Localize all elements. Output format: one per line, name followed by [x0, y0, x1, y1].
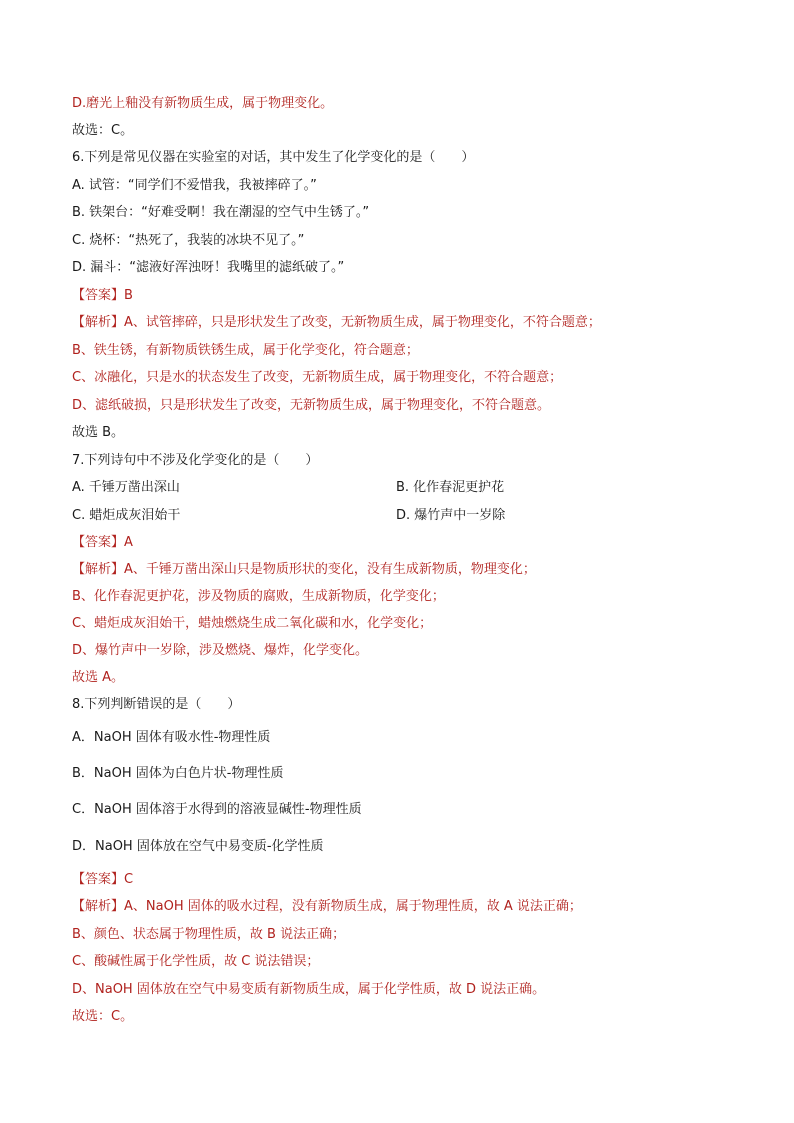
- q8-choice: 故选：C。: [72, 1009, 134, 1024]
- analysis-text: A、试管摔碎，只是形状发生了改变，无新物质生成，属于物理变化，不符合题意；: [124, 315, 601, 330]
- q8-analysis-c: C、酸碱性属于化学性质，故 C 说法错误；: [72, 954, 320, 969]
- answer-value: A: [124, 535, 133, 550]
- prev-choice: 故选：C。: [72, 123, 134, 138]
- q8-analysis-d: D、NaOH 固体放在空气中易变质有新物质生成，属于化学性质，故 D 说法正确。: [72, 982, 546, 997]
- q7-analysis-a: [72, 560, 536, 580]
- answer-tag: 【答案】: [72, 872, 125, 887]
- q8-option-d: D．NaOH 固体放在空气中易变质-化学性质: [72, 839, 324, 854]
- q6-choice: 故选 B。: [72, 425, 125, 440]
- q7-option-b: B. 化作春泥更护花: [396, 480, 505, 495]
- q8-analysis-b: B、颜色、状态属于物理性质，故 B 说法正确；: [72, 927, 346, 942]
- analysis-tag: 【解析】: [72, 315, 125, 330]
- q6-option-b: B. 铁架台：“好难受啊！我在潮湿的空气中生锈了。”: [72, 205, 370, 220]
- q7-option-a: A. 千锤万凿出深山: [72, 480, 180, 495]
- q6-analysis-b: B、铁生锈，有新物质铁锈生成，属于化学变化，符合题意；: [72, 343, 419, 358]
- q8-option-b: B．NaOH 固体为白色片状-物理性质: [72, 766, 284, 781]
- analysis-tag: 【解析】: [72, 899, 125, 914]
- q8-answer: [72, 870, 133, 890]
- q6-stem: 6.下列是常见仪器在实验室的对话，其中发生了化学变化的是（ ）: [72, 150, 475, 165]
- q7-analysis-b: B、化作春泥更护花，涉及物质的腐败，生成新物质，化学变化；: [72, 589, 445, 604]
- answer-tag: 【答案】: [72, 535, 125, 550]
- q6-analysis-c: C、冰融化，只是水的状态发生了改变，无新物质生成，属于物理变化，不符合题意；: [72, 370, 563, 385]
- prev-analysis-d: D.磨光上釉没有新物质生成，属于物理变化。: [72, 96, 334, 111]
- q7-answer: [72, 533, 133, 553]
- analysis-text: A、NaOH 固体的吸水过程，没有新物质生成，属于物理性质，故 A 说法正确；: [124, 899, 582, 914]
- q6-analysis-a: [72, 313, 601, 333]
- q6-analysis-d: D、滤纸破损，只是形状发生了改变，无新物质生成，属于物理变化，不符合题意。: [72, 398, 551, 413]
- analysis-tag: 【解析】: [72, 562, 125, 577]
- q6-option-a: A. 试管：“同学们不爱惜我，我被摔碎了。”: [72, 178, 317, 193]
- q7-analysis-d: D、爆竹声中一岁除，涉及燃烧、爆炸，化学变化。: [72, 643, 369, 658]
- q7-stem: 7.下列诗句中不涉及化学变化的是（ ）: [72, 453, 319, 468]
- q8-option-a: A．NaOH 固体有吸水性-物理性质: [72, 730, 271, 745]
- q7-option-c: C. 蜡炬成灰泪始干: [72, 508, 181, 523]
- answer-tag: 【答案】: [72, 288, 125, 303]
- q6-answer: [72, 286, 133, 306]
- analysis-text: A、千锤万凿出深山只是物质形状的变化，没有生成新物质，物理变化；: [124, 562, 536, 577]
- q8-stem: 8.下列判断错误的是（ ）: [72, 697, 241, 712]
- q7-option-d: D. 爆竹声中一岁除: [396, 508, 506, 523]
- answer-value: C: [124, 872, 134, 887]
- q8-option-c: C．NaOH 固体溶于水得到的溶液显碱性-物理性质: [72, 802, 362, 817]
- q8-analysis-a: [72, 897, 582, 917]
- q6-option-d: D. 漏斗：“滤液好浑浊呀！我嘴里的滤纸破了。”: [72, 260, 345, 275]
- q7-choice: 故选 A。: [72, 670, 125, 685]
- q7-analysis-c: C、蜡炬成灰泪始干，蜡烛燃烧生成二氧化碳和水，化学变化；: [72, 616, 433, 631]
- answer-value: B: [124, 288, 133, 303]
- q6-option-c: C. 烧杯：“热死了，我装的冰块不见了。”: [72, 233, 305, 248]
